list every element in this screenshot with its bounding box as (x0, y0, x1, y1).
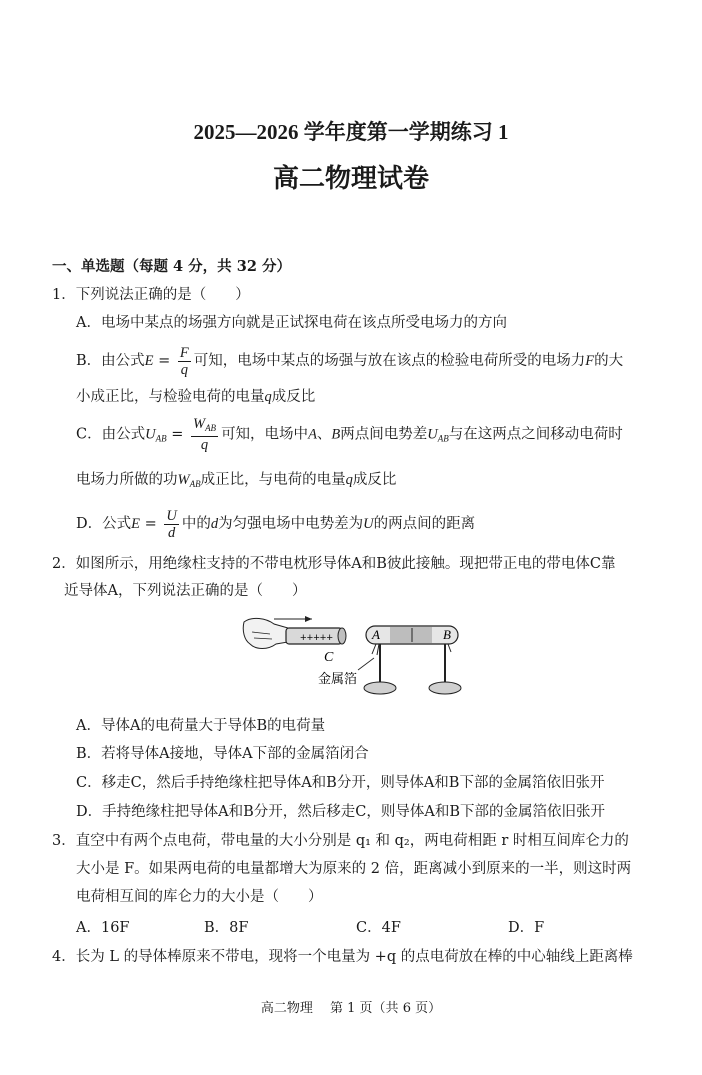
question-2-stem-line1: 2．如图所示，用绝缘柱支持的不带电枕形导体A和B彼此接触。现把带正电的带电体C靠 (52, 556, 616, 572)
page-footer: 高二物理 第 1 页（共 6 页） (260, 1001, 442, 1016)
label-a: A (372, 627, 380, 642)
question-3-stem-line1: 3．直空中有两个点电荷，带电量的大小分别是 q₁ 和 q₂，两电荷相距 r 时相互间库仑力的 (52, 833, 629, 849)
stand-base-a (364, 682, 396, 694)
question-3-option-c: C．4F (356, 920, 401, 936)
conductor-figure (240, 614, 470, 704)
question-1-option-b-cont: 小成正比，与检验电荷的电量q成反比 (76, 389, 316, 405)
page-title: 2025—2026 学年度第一学期练习 1 (193, 120, 509, 144)
question-3-option-d: D．F (508, 920, 545, 936)
label-c: C (324, 650, 334, 665)
question-4-stem-line1: 4．长为 L 的导体棒原来不带电，现将一个电量为 +q 的点电荷放在棒的中心轴线上距离棒 (52, 949, 633, 965)
fraction-W-over-q: $\frac{W_{AB}}{q}$ (192, 416, 217, 453)
fraction-U-over-d: $\frac{U}{d}$ (166, 507, 177, 541)
page-subtitle: 高二物理试卷 (272, 164, 429, 194)
metal-foil-b (448, 644, 451, 652)
question-1-option-a: A．电场中某点的场强方向就是正试探电荷在该点所受电场力的方向 (76, 315, 507, 331)
arrow-icon (305, 616, 312, 622)
question-2-option-a: A．导体A的电荷量大于导体B的电荷量 (76, 718, 326, 734)
label-b: B (443, 627, 451, 642)
label-metal-foil: 金属箔 (318, 672, 358, 687)
question-2-option-c: C．移走C，然后手持绝缘柱把导体A和B分开，则导体A和B下部的金属箔依旧张开 (76, 775, 605, 791)
question-3-stem-line2: 大小是 F。如果两电荷的电量都增大为原来的 2 倍，距离减小到原来的一半，则这时两 (76, 861, 632, 877)
rod-plus-signs: +++++ (300, 633, 334, 645)
question-2-option-d: D．手持绝缘柱把导体A和B分开，然后移走C，则导体A和B下部的金属箔依旧张开 (76, 804, 605, 820)
question-1-stem: 1．下列说法正确的是（ ） (52, 287, 250, 303)
question-1-option-b: B．由公式E = $\frac{F}{q}$ 可知，电场中某点的场强与放在该点的检验电荷所受的电场力F的大 (76, 344, 624, 378)
question-2-option-b: B．若将导体A接地，导体A下部的金属箔闭合 (76, 746, 369, 762)
question-2-stem-line2: 近导体A，下列说法正确的是（ ） (64, 583, 307, 599)
question-3-option-a: A．16F (76, 920, 130, 936)
fraction-F-over-q: $\frac{F}{q}$ (179, 344, 189, 378)
question-3-stem-line3: 电荷相互间的库仑力的大小是（ ） (76, 889, 323, 905)
question-1-option-c-cont: 电场力所做的功$W_{AB}$成正比，与电荷的电量q成反比 (76, 472, 397, 489)
metal-foil-a (372, 644, 379, 655)
section-heading: 一、单选题（每题 4 分，共 32 分） (52, 258, 291, 275)
question-3-option-b: B．8F (204, 920, 249, 936)
question-1-option-d: D．公式E = $\frac{U}{d}$ 中的d为匀强电场中电势差为U的两点间的距离 (76, 507, 476, 541)
question-1-option-c: C．由公式$U_{AB}$ = $\frac{W_{AB}}{q}$ 可知，电场中A、B两点间电势差$U_{AB}$与在这两点之间移动电荷时 (76, 416, 623, 453)
stand-base-b (429, 682, 461, 694)
